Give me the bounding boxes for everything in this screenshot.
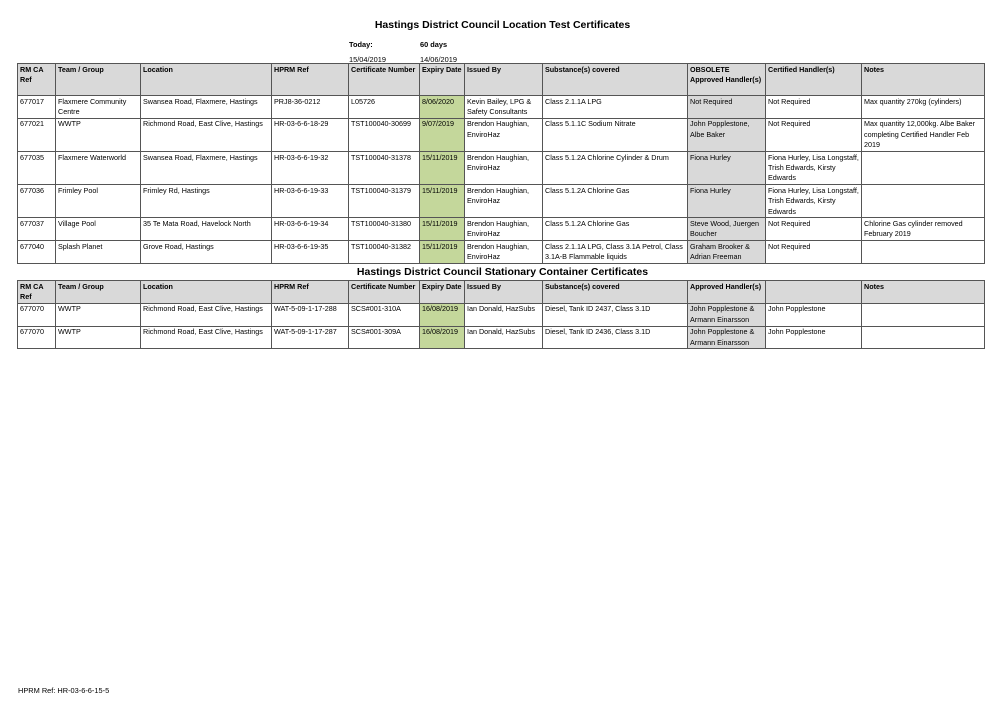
table-cell: Swansea Road, Flaxmere, Hastings bbox=[141, 96, 272, 119]
table-row bbox=[18, 185, 985, 218]
column-header: RM CA Ref bbox=[18, 64, 56, 96]
column-header: Expiry Date bbox=[420, 64, 465, 96]
table-cell: Class 5.1.2A Chlorine Gas bbox=[543, 218, 688, 241]
column-header: Issued By bbox=[465, 281, 543, 304]
table-cell: Grove Road, Hastings bbox=[141, 241, 272, 264]
table-cell: HR-03-6-6-19-32 bbox=[272, 152, 349, 185]
table-row bbox=[18, 118, 985, 151]
table-cell: 15/11/2019 bbox=[420, 152, 465, 185]
column-header: Certificate Number bbox=[349, 64, 420, 96]
table-cell: Steve Wood, Juergen Boucher bbox=[688, 218, 766, 241]
table-cell: SCS#001-310A bbox=[349, 303, 420, 326]
page-title: Hastings District Council Location Test Certificates bbox=[374, 19, 631, 31]
table-cell: 677040 bbox=[18, 241, 56, 264]
table-cell: Brendon Haughian, EnviroHaz bbox=[465, 218, 543, 241]
table-cell: Not Required bbox=[766, 96, 862, 119]
table-cell: 9/07/2019 bbox=[420, 118, 465, 151]
table-cell: Richmond Road, East Clive, Hastings bbox=[141, 118, 272, 151]
table-row bbox=[18, 241, 985, 264]
column-header: Team / Group bbox=[56, 281, 141, 304]
table-cell: WWTP bbox=[56, 326, 141, 349]
table-cell: John Popplestone & Armann Einarsson bbox=[688, 326, 766, 349]
table-cell: HR-03-6-6-19-34 bbox=[272, 218, 349, 241]
table-row bbox=[18, 218, 985, 241]
table-row bbox=[18, 96, 985, 119]
table-header-row bbox=[18, 64, 985, 96]
table-cell: WAT-5-09-1-17-287 bbox=[272, 326, 349, 349]
column-header: Issued By bbox=[465, 64, 543, 96]
table-cell: 8/06/2020 bbox=[420, 96, 465, 119]
table-cell: Class 5.1.2A Chlorine Gas bbox=[543, 185, 688, 218]
table-cell: Fiona Hurley bbox=[688, 152, 766, 185]
footer-hprm-ref: HPRM Ref: HR-03-6-6-15-5 bbox=[18, 686, 110, 695]
table-cell bbox=[862, 241, 985, 264]
table-cell: Not Required bbox=[688, 96, 766, 119]
table-cell bbox=[862, 152, 985, 185]
table-cell: 677036 bbox=[18, 185, 56, 218]
table-cell: 677070 bbox=[18, 303, 56, 326]
table-cell: Flaxmere Waterworld bbox=[56, 152, 141, 185]
table-cell: Splash Planet bbox=[56, 241, 141, 264]
column-header: RM CA Ref bbox=[18, 281, 56, 304]
table-cell: TST100040-30699 bbox=[349, 118, 420, 151]
table-cell: WWTP bbox=[56, 118, 141, 151]
column-header: Substance(s) covered bbox=[543, 281, 688, 304]
table-cell: 677070 bbox=[18, 326, 56, 349]
table-cell: Class 5.1.1C Sodium Nitrate bbox=[543, 118, 688, 151]
column-header: Approved Handler(s) bbox=[688, 281, 766, 304]
table-cell: HR-03-6-6-19-35 bbox=[272, 241, 349, 264]
table-cell: 677035 bbox=[18, 152, 56, 185]
column-header: Certified Handler(s) bbox=[766, 64, 862, 96]
table-cell: TST100040-31382 bbox=[349, 241, 420, 264]
table-cell: Richmond Road, East Clive, Hastings bbox=[141, 326, 272, 349]
table-row bbox=[18, 303, 985, 326]
table-cell: TST100040-31379 bbox=[349, 185, 420, 218]
column-header: Location bbox=[141, 281, 272, 304]
column-header: HPRM Ref bbox=[272, 64, 349, 96]
table-cell: WAT-5-09-1-17-288 bbox=[272, 303, 349, 326]
table-cell: Flaxmere Community Centre bbox=[56, 96, 141, 119]
table-cell: 15/11/2019 bbox=[420, 218, 465, 241]
table-cell: 677017 bbox=[18, 96, 56, 119]
table-cell: Fiona Hurley bbox=[688, 185, 766, 218]
stationary-container-certificates-table bbox=[17, 280, 985, 349]
table-cell: PRJ8-36-0212 bbox=[272, 96, 349, 119]
table-cell: Brendon Haughian, EnviroHaz bbox=[465, 118, 543, 151]
table-cell: John Popplestone, Albe Baker bbox=[688, 118, 766, 151]
table-cell: SCS#001-309A bbox=[349, 326, 420, 349]
table-cell: 677037 bbox=[18, 218, 56, 241]
table-cell: Not Required bbox=[766, 218, 862, 241]
table-cell: Richmond Road, East Clive, Hastings bbox=[141, 303, 272, 326]
table-cell bbox=[862, 185, 985, 218]
column-header: Notes bbox=[862, 281, 985, 304]
table-row bbox=[18, 326, 985, 349]
table-cell: Fiona Hurley, Lisa Longstaff, Trish Edwards, Kirsty Edwards bbox=[766, 152, 862, 185]
column-header: Substance(s) covered bbox=[543, 64, 688, 96]
table-cell: Ian Donald, HazSubs bbox=[465, 326, 543, 349]
table-cell: Not Required bbox=[766, 241, 862, 264]
table-cell: 15/11/2019 bbox=[420, 241, 465, 264]
table-cell: John Popplestone bbox=[766, 303, 862, 326]
table-cell: Class 2.1.1A LPG bbox=[543, 96, 688, 119]
table-cell: Max quantity 270kg (cylinders) bbox=[862, 96, 985, 119]
table-cell: 677021 bbox=[18, 118, 56, 151]
table-cell: Brendon Haughian, EnviroHaz bbox=[465, 185, 543, 218]
table-cell bbox=[862, 326, 985, 349]
table-cell bbox=[862, 303, 985, 326]
column-header: Notes bbox=[862, 64, 985, 96]
table-cell: HR-03-6-6-19-33 bbox=[272, 185, 349, 218]
table-cell: 35 Te Mata Road, Havelock North bbox=[141, 218, 272, 241]
today-date: 15/04/2019 bbox=[349, 55, 386, 64]
table-cell: John Popplestone & Armann Einarsson bbox=[688, 303, 766, 326]
location-test-certificates-table bbox=[17, 63, 985, 264]
column-header: HPRM Ref bbox=[272, 281, 349, 304]
table-cell: Chlorine Gas cylinder removed February 2019 bbox=[862, 218, 985, 241]
table-cell: John Popplestone bbox=[766, 326, 862, 349]
table-cell: Not Required bbox=[766, 118, 862, 151]
table-cell: 16/08/2019 bbox=[420, 303, 465, 326]
table-cell: HR-03-6-6-18-29 bbox=[272, 118, 349, 151]
table-cell: 15/11/2019 bbox=[420, 185, 465, 218]
table-cell: Class 5.1.2A Chlorine Cylinder & Drum bbox=[543, 152, 688, 185]
table-header-row bbox=[18, 281, 985, 304]
today-label: Today: bbox=[349, 40, 373, 49]
days-label: 60 days bbox=[420, 40, 448, 49]
table-cell: Kevin Bailey, LPG & Safety Consultants bbox=[465, 96, 543, 119]
table-cell: TST100040-31380 bbox=[349, 218, 420, 241]
table-cell: Diesel, Tank ID 2437, Class 3.1D bbox=[543, 303, 688, 326]
table-cell: Brendon Haughian, EnviroHaz bbox=[465, 241, 543, 264]
table-cell: Frimley Rd, Hastings bbox=[141, 185, 272, 218]
table-cell: Frimley Pool bbox=[56, 185, 141, 218]
table-cell: Fiona Hurley, Lisa Longstaff, Trish Edwards, Kirsty Edwards bbox=[766, 185, 862, 218]
table-cell: Graham Brooker & Adrian Freeman bbox=[688, 241, 766, 264]
column-header: Team / Group bbox=[56, 64, 141, 96]
table-row bbox=[18, 152, 985, 185]
table-cell: Brendon Haughian, EnviroHaz bbox=[465, 152, 543, 185]
table-cell: Class 2.1.1A LPG, Class 3.1A Petrol, Class 3.1A-B Flammable liquids bbox=[543, 241, 688, 264]
column-header: Certificate Number bbox=[349, 281, 420, 304]
column-header: OBSOLETE Approved Handler(s) bbox=[688, 64, 766, 96]
section-title: Hastings District Council Stationary Container Certificates bbox=[356, 266, 649, 278]
table-cell: Village Pool bbox=[56, 218, 141, 241]
column-header bbox=[766, 281, 862, 304]
table-cell: L05726 bbox=[349, 96, 420, 119]
plus-60-date: 14/06/2019 bbox=[420, 55, 457, 64]
column-header: Location bbox=[141, 64, 272, 96]
column-header: Expiry Date bbox=[420, 281, 465, 304]
table-cell: Ian Donald, HazSubs bbox=[465, 303, 543, 326]
table-cell: WWTP bbox=[56, 303, 141, 326]
table-cell: Swansea Road, Flaxmere, Hastings bbox=[141, 152, 272, 185]
table-cell: TST100040-31378 bbox=[349, 152, 420, 185]
table-cell: Diesel, Tank ID 2436, Class 3.1D bbox=[543, 326, 688, 349]
table-cell: 16/08/2019 bbox=[420, 326, 465, 349]
table-cell: Max quantity 12,000kg. Albe Baker completing Certified Handler Feb 2019 bbox=[862, 118, 985, 151]
